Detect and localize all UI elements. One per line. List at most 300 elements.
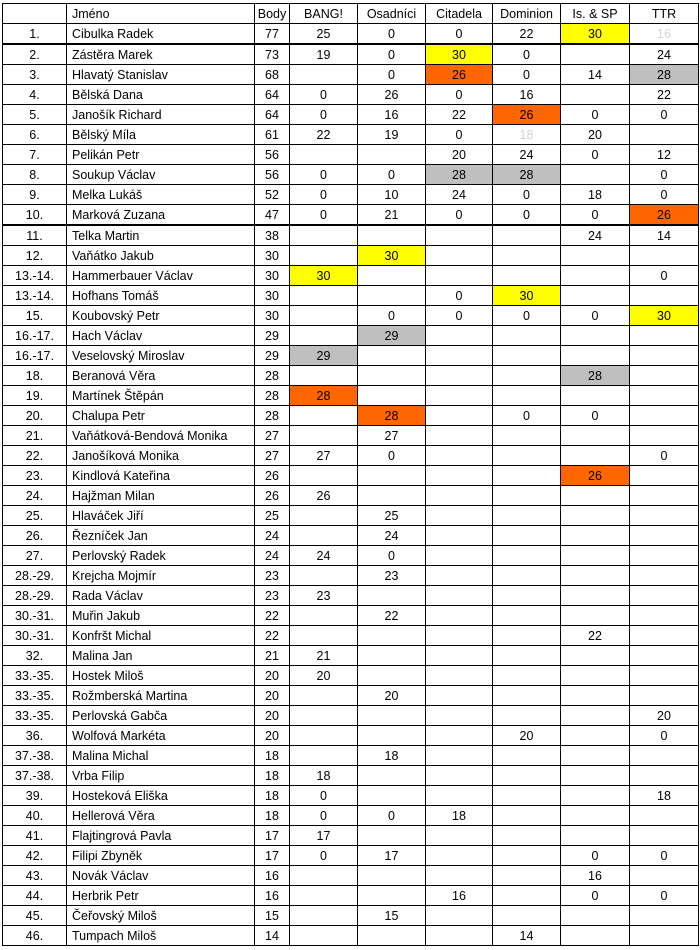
rank-cell: 26.: [3, 526, 67, 546]
player-name-cell: Tumpach Miloš: [67, 926, 255, 946]
score-cell: [426, 786, 493, 806]
points-cell: 29: [255, 346, 290, 366]
score-cell: [358, 286, 426, 306]
rank-cell: 20.: [3, 406, 67, 426]
score-cell: [358, 646, 426, 666]
score-cell: [493, 606, 561, 626]
points-cell: 28: [255, 406, 290, 426]
score-cell: [493, 786, 561, 806]
score-cell: [561, 386, 630, 406]
points-cell: 20: [255, 706, 290, 726]
score-cell: [493, 446, 561, 466]
score-cell: [561, 486, 630, 506]
score-cell: 0: [426, 24, 493, 45]
header-game-ttr: TTR: [630, 4, 699, 24]
player-name-cell: Soukup Václav: [67, 165, 255, 185]
score-cell: [426, 666, 493, 686]
score-cell: 12: [630, 145, 699, 165]
score-cell: [426, 366, 493, 386]
rank-cell: 33.-35.: [3, 666, 67, 686]
score-cell: [426, 726, 493, 746]
score-cell: [630, 686, 699, 706]
player-name-cell: Řezníček Jan: [67, 526, 255, 546]
score-cell: [561, 165, 630, 185]
player-name-cell: Chalupa Petr: [67, 406, 255, 426]
rank-cell: 13.-14.: [3, 286, 67, 306]
player-name-cell: Hellerová Věra: [67, 806, 255, 826]
score-cell: [358, 926, 426, 946]
score-cell: [358, 826, 426, 846]
score-cell: [358, 866, 426, 886]
table-row: [3, 866, 699, 886]
rank-cell: 21.: [3, 426, 67, 446]
score-cell: [493, 686, 561, 706]
player-name-cell: Vaňátko Jakub: [67, 246, 255, 266]
score-cell: [630, 426, 699, 446]
score-cell: 16: [561, 866, 630, 886]
score-cell: [493, 646, 561, 666]
score-cell: [561, 766, 630, 786]
score-cell: 0: [561, 145, 630, 165]
score-cell: [561, 426, 630, 446]
score-cell: 16: [426, 886, 493, 906]
score-cell: [493, 225, 561, 246]
points-cell: 56: [255, 165, 290, 185]
header-game-dominion: Dominion: [493, 4, 561, 24]
player-name-cell: Telka Martin: [67, 225, 255, 246]
header-game-is-sp: Is. & SP: [561, 4, 630, 24]
score-cell: 0: [290, 786, 358, 806]
score-cell: 0: [630, 165, 699, 185]
rank-cell: 28.-29.: [3, 566, 67, 586]
table-body: [3, 4, 699, 946]
score-cell: [630, 246, 699, 266]
score-cell: [358, 225, 426, 246]
table-row: [3, 666, 699, 686]
rank-cell: 10.: [3, 205, 67, 226]
score-cell: [290, 306, 358, 326]
score-cell: 0: [630, 185, 699, 205]
header-game-osadnici: Osadníci: [358, 4, 426, 24]
score-cell: [561, 926, 630, 946]
score-cell: 0: [290, 165, 358, 185]
score-cell: [630, 766, 699, 786]
score-cell: 18: [426, 806, 493, 826]
table-row: [3, 846, 699, 866]
points-cell: 52: [255, 185, 290, 205]
score-cell: 0: [426, 125, 493, 145]
score-cell: [426, 846, 493, 866]
rank-cell: 33.-35.: [3, 686, 67, 706]
rank-cell: 3.: [3, 65, 67, 85]
score-cell: 0: [630, 266, 699, 286]
score-cell: [493, 326, 561, 346]
score-cell: 21: [358, 205, 426, 226]
score-cell: 0: [358, 446, 426, 466]
player-name-cell: Melka Lukáš: [67, 185, 255, 205]
rank-cell: 30.-31.: [3, 606, 67, 626]
table-row: [3, 726, 699, 746]
score-cell: 29: [358, 326, 426, 346]
score-cell: [426, 526, 493, 546]
player-name-cell: Hostek Miloš: [67, 666, 255, 686]
points-cell: 68: [255, 65, 290, 85]
score-cell: [426, 826, 493, 846]
table-row: [3, 906, 699, 926]
rank-cell: 24.: [3, 486, 67, 506]
table-row: [3, 44, 699, 65]
points-cell: 26: [255, 486, 290, 506]
score-cell: [426, 586, 493, 606]
rank-cell: 11.: [3, 225, 67, 246]
score-cell: [426, 606, 493, 626]
score-cell: 28: [630, 65, 699, 85]
table-row: [3, 766, 699, 786]
player-name-cell: Zástěra Marek: [67, 44, 255, 65]
points-cell: 27: [255, 426, 290, 446]
rank-cell: 41.: [3, 826, 67, 846]
points-cell: 28: [255, 386, 290, 406]
points-cell: 18: [255, 746, 290, 766]
score-cell: 0: [426, 205, 493, 226]
rank-cell: 16.-17.: [3, 326, 67, 346]
score-cell: [493, 346, 561, 366]
score-cell: [426, 566, 493, 586]
score-cell: [561, 566, 630, 586]
score-cell: 0: [290, 185, 358, 205]
rank-cell: 23.: [3, 466, 67, 486]
score-cell: 18: [630, 786, 699, 806]
table-row: [3, 205, 699, 226]
player-name-cell: Pelikán Petr: [67, 145, 255, 165]
rank-cell: 7.: [3, 145, 67, 165]
score-cell: [290, 506, 358, 526]
score-cell: [358, 586, 426, 606]
rank-cell: 33.-35.: [3, 706, 67, 726]
points-cell: 27: [255, 446, 290, 466]
score-cell: 19: [358, 125, 426, 145]
score-cell: [561, 786, 630, 806]
score-cell: [561, 286, 630, 306]
player-name-cell: Hach Václav: [67, 326, 255, 346]
table-row: [3, 786, 699, 806]
table-row: [3, 225, 699, 246]
player-name-cell: Rada Václav: [67, 586, 255, 606]
score-cell: 16: [630, 24, 699, 45]
score-cell: 0: [630, 446, 699, 466]
score-cell: [630, 546, 699, 566]
rank-cell: 2.: [3, 44, 67, 65]
player-name-cell: Veselovský Miroslav: [67, 346, 255, 366]
player-name-cell: Flajtingrová Pavla: [67, 826, 255, 846]
header-game-bang: BANG!: [290, 4, 358, 24]
score-cell: 0: [561, 406, 630, 426]
rank-cell: 37.-38.: [3, 746, 67, 766]
rank-cell: 43.: [3, 866, 67, 886]
score-cell: [493, 526, 561, 546]
points-cell: 30: [255, 306, 290, 326]
score-cell: [493, 566, 561, 586]
score-cell: [426, 466, 493, 486]
score-cell: [426, 546, 493, 566]
table-row: [3, 65, 699, 85]
score-cell: [630, 586, 699, 606]
score-cell: [290, 566, 358, 586]
score-cell: [290, 746, 358, 766]
player-name-cell: Beranová Věra: [67, 366, 255, 386]
player-name-cell: Krejcha Mojmír: [67, 566, 255, 586]
score-cell: [561, 726, 630, 746]
score-cell: 19: [290, 44, 358, 65]
score-cell: [426, 386, 493, 406]
header-game-citadela: Citadela: [426, 4, 493, 24]
score-cell: 24: [290, 546, 358, 566]
score-cell: [493, 386, 561, 406]
player-name-cell: Konfršt Michal: [67, 626, 255, 646]
score-cell: [493, 546, 561, 566]
rank-cell: 36.: [3, 726, 67, 746]
score-cell: [493, 626, 561, 646]
score-cell: 18: [561, 185, 630, 205]
player-name-cell: Hammerbauer Václav: [67, 266, 255, 286]
score-cell: [561, 826, 630, 846]
score-cell: [290, 406, 358, 426]
rank-cell: 18.: [3, 366, 67, 386]
player-name-cell: Martínek Štěpán: [67, 386, 255, 406]
score-cell: [290, 606, 358, 626]
score-cell: [630, 346, 699, 366]
points-cell: 21: [255, 646, 290, 666]
points-cell: 23: [255, 566, 290, 586]
score-cell: 29: [290, 346, 358, 366]
score-cell: [561, 806, 630, 826]
score-cell: 16: [493, 85, 561, 105]
score-cell: 30: [426, 44, 493, 65]
score-cell: 0: [426, 286, 493, 306]
score-cell: [630, 806, 699, 826]
score-cell: [358, 386, 426, 406]
score-cell: 28: [493, 165, 561, 185]
table-row: [3, 346, 699, 366]
score-cell: [358, 886, 426, 906]
score-cell: 14: [630, 225, 699, 246]
score-cell: [630, 566, 699, 586]
score-cell: [493, 806, 561, 826]
score-cell: [630, 506, 699, 526]
score-cell: 30: [561, 24, 630, 45]
score-cell: 0: [630, 846, 699, 866]
player-name-cell: Kindlová Kateřina: [67, 466, 255, 486]
player-name-cell: Hajžman Milan: [67, 486, 255, 506]
player-name-cell: Malina Jan: [67, 646, 255, 666]
score-cell: 17: [358, 846, 426, 866]
score-cell: 26: [290, 486, 358, 506]
score-cell: 27: [290, 446, 358, 466]
points-cell: 22: [255, 606, 290, 626]
player-name-cell: Perlovská Gabča: [67, 706, 255, 726]
score-cell: [290, 686, 358, 706]
points-cell: 38: [255, 225, 290, 246]
points-cell: 56: [255, 145, 290, 165]
score-cell: [561, 266, 630, 286]
score-cell: [493, 706, 561, 726]
rank-cell: 42.: [3, 846, 67, 866]
score-cell: 20: [493, 726, 561, 746]
rank-cell: 6.: [3, 125, 67, 145]
score-cell: [290, 366, 358, 386]
rank-cell: 27.: [3, 546, 67, 566]
score-cell: 20: [290, 666, 358, 686]
score-cell: 0: [630, 886, 699, 906]
score-cell: [493, 586, 561, 606]
score-cell: [290, 906, 358, 926]
table-row: [3, 24, 699, 45]
points-cell: 18: [255, 766, 290, 786]
score-cell: 26: [358, 85, 426, 105]
score-cell: [493, 906, 561, 926]
score-cell: [493, 366, 561, 386]
points-cell: 77: [255, 24, 290, 45]
score-cell: [426, 906, 493, 926]
score-cell: [493, 506, 561, 526]
score-cell: 30: [493, 286, 561, 306]
score-cell: 0: [290, 846, 358, 866]
score-cell: [630, 526, 699, 546]
score-cell: 0: [630, 726, 699, 746]
points-cell: 18: [255, 786, 290, 806]
points-cell: 23: [255, 586, 290, 606]
player-name-cell: Cibulka Radek: [67, 24, 255, 45]
table-row: [3, 926, 699, 946]
score-cell: [561, 586, 630, 606]
score-cell: [493, 426, 561, 446]
points-cell: 18: [255, 806, 290, 826]
table-row: [3, 886, 699, 906]
table-row: [3, 626, 699, 646]
score-cell: [561, 706, 630, 726]
score-cell: [426, 626, 493, 646]
score-cell: [493, 266, 561, 286]
score-cell: [493, 886, 561, 906]
score-cell: 26: [426, 65, 493, 85]
rank-cell: 12.: [3, 246, 67, 266]
score-cell: 0: [630, 105, 699, 125]
score-cell: [358, 786, 426, 806]
player-name-cell: Marková Zuzana: [67, 205, 255, 226]
score-cell: 0: [290, 105, 358, 125]
points-cell: 64: [255, 105, 290, 125]
score-cell: 0: [493, 44, 561, 65]
score-cell: 0: [561, 306, 630, 326]
points-cell: 16: [255, 866, 290, 886]
score-cell: 24: [493, 145, 561, 165]
player-name-cell: Wolfová Markéta: [67, 726, 255, 746]
score-cell: 0: [493, 406, 561, 426]
table-row: [3, 506, 699, 526]
points-cell: 30: [255, 266, 290, 286]
score-cell: [358, 726, 426, 746]
score-cell: 0: [358, 165, 426, 185]
score-cell: 20: [630, 706, 699, 726]
score-cell: 0: [561, 846, 630, 866]
rank-cell: 46.: [3, 926, 67, 946]
score-cell: [426, 486, 493, 506]
score-cell: [426, 746, 493, 766]
score-cell: [426, 506, 493, 526]
table-row: [3, 246, 699, 266]
points-cell: 47: [255, 205, 290, 226]
player-name-cell: Rožmberská Martina: [67, 686, 255, 706]
score-cell: [426, 225, 493, 246]
score-cell: [630, 125, 699, 145]
score-cell: 0: [290, 806, 358, 826]
score-cell: 23: [358, 566, 426, 586]
points-cell: 28: [255, 366, 290, 386]
score-cell: 0: [426, 306, 493, 326]
score-cell: [493, 666, 561, 686]
score-cell: [290, 526, 358, 546]
score-cell: [290, 65, 358, 85]
score-cell: 0: [561, 886, 630, 906]
score-cell: 28: [290, 386, 358, 406]
score-cell: [358, 486, 426, 506]
score-cell: [426, 406, 493, 426]
score-cell: [630, 646, 699, 666]
score-cell: 23: [290, 586, 358, 606]
score-cell: [493, 746, 561, 766]
table-row: [3, 125, 699, 145]
score-cell: [630, 826, 699, 846]
score-cell: 18: [290, 766, 358, 786]
table-row: [3, 85, 699, 105]
score-cell: 25: [290, 24, 358, 45]
table-row: [3, 326, 699, 346]
table-row: [3, 826, 699, 846]
score-cell: 0: [358, 546, 426, 566]
score-cell: [561, 606, 630, 626]
table-row: [3, 526, 699, 546]
score-cell: 0: [426, 85, 493, 105]
score-cell: 0: [493, 185, 561, 205]
score-cell: 27: [358, 426, 426, 446]
rank-cell: 13.-14.: [3, 266, 67, 286]
score-cell: [493, 766, 561, 786]
score-cell: [358, 666, 426, 686]
table-row: [3, 586, 699, 606]
table-row: [3, 185, 699, 205]
score-cell: 20: [426, 145, 493, 165]
points-cell: 24: [255, 526, 290, 546]
score-cell: 30: [290, 266, 358, 286]
points-cell: 20: [255, 726, 290, 746]
player-name-cell: Muřin Jakub: [67, 606, 255, 626]
rank-cell: 30.-31.: [3, 626, 67, 646]
score-cell: [561, 546, 630, 566]
score-cell: [630, 386, 699, 406]
score-cell: [290, 706, 358, 726]
points-cell: 24: [255, 546, 290, 566]
player-name-cell: Hlaváček Jiří: [67, 506, 255, 526]
score-cell: [426, 646, 493, 666]
player-name-cell: Hofhans Tomáš: [67, 286, 255, 306]
table-row: [3, 466, 699, 486]
score-cell: [493, 246, 561, 266]
score-cell: 22: [493, 24, 561, 45]
score-cell: 22: [290, 125, 358, 145]
points-cell: 61: [255, 125, 290, 145]
points-cell: 30: [255, 246, 290, 266]
player-name-cell: Herbrik Petr: [67, 886, 255, 906]
